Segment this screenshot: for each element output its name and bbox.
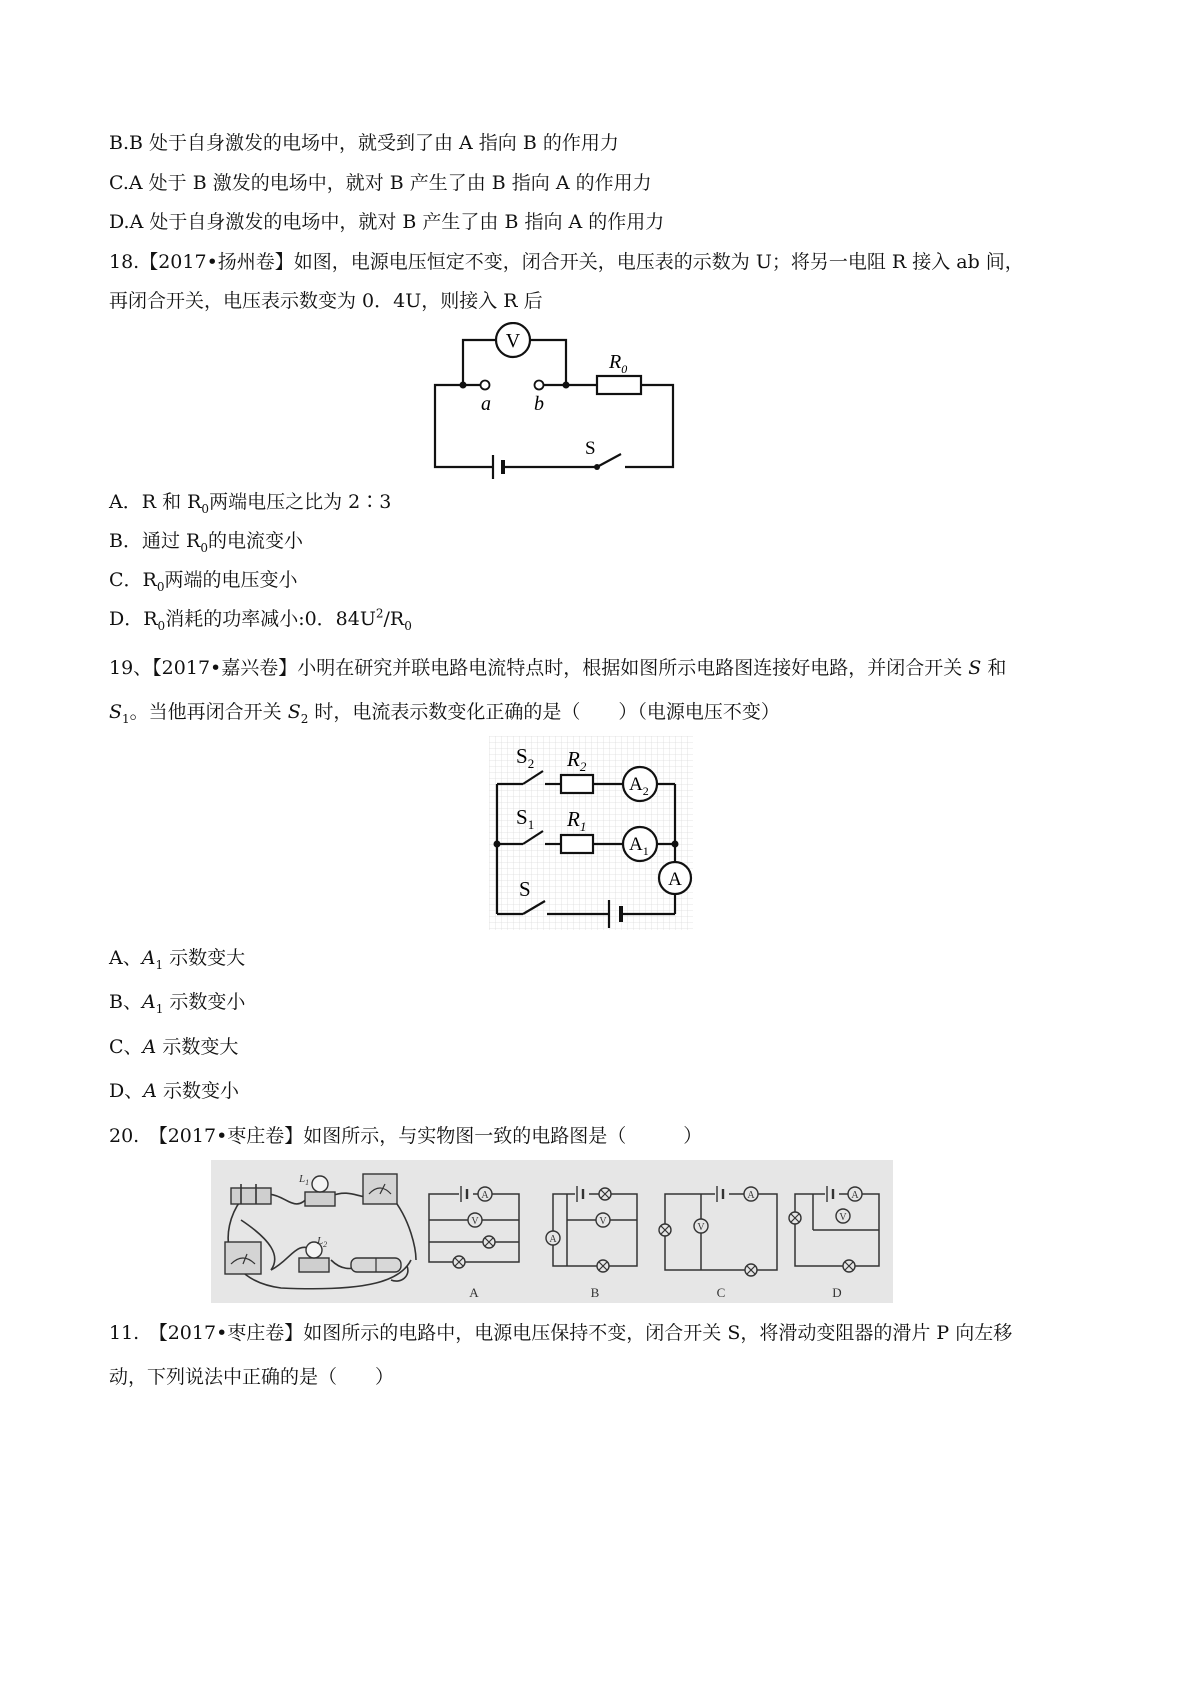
q19-stem-line1: 19、【2017•嘉兴卷】小明在研究并联电路电流特点时，根据如图所示电路图连接好电路，并闭合开关 S 和 <box>109 657 1007 679</box>
voltmeter-label: V <box>505 330 521 352</box>
q18-option-a: A．R 和 $R_0$两端电压之比为 2∶3 <box>109 491 392 516</box>
s1-label: $S_1$ <box>516 805 535 832</box>
option-c-label: C <box>716 1285 726 1300</box>
real-battery-tube <box>351 1258 401 1272</box>
q11-stem-line1: 11. 【2017•枣庄卷】如图所示的电路中，电源电压保持不变，闭合开关 S，将滑动变阻器的滑片 P 向左移 <box>109 1322 1013 1344</box>
resistor-r0 <box>597 376 641 394</box>
svg-text:A: A <box>747 1190 755 1201</box>
a1-label: $A_1$ <box>629 834 649 858</box>
svg-text:V: V <box>697 1222 705 1233</box>
svg-text:V: V <box>599 1216 607 1227</box>
q19-option-d: D、A 示数变小 <box>109 1080 240 1102</box>
q18-option-d: D．$R_0$消耗的功率减小:0．$84U^2/R_0$ <box>109 606 412 633</box>
s2-label: $S_2$ <box>516 744 535 771</box>
q17-option-d: D.A 处于自身激发的电场中，就对 B 产生了由 B 指向 A 的作用力 <box>109 211 665 233</box>
switch-s-label: S <box>585 438 596 459</box>
r2-label: $R_2$ <box>567 747 587 774</box>
terminal-b <box>535 381 544 390</box>
s-label: S <box>519 877 531 901</box>
q18-circuit-diagram <box>425 322 685 482</box>
real-voltmeter <box>225 1242 261 1274</box>
svg-text:A: A <box>851 1190 859 1201</box>
node-b-label: b <box>534 393 544 415</box>
q18-stem-line1: 18.【2017•扬州卷】如图，电源电压恒定不变，闭合开关，电压表的示数为 U；将另一电阻 R 接入 ab 间， <box>109 251 1024 273</box>
option-a-label: A <box>469 1285 479 1300</box>
terminal-a <box>481 381 490 390</box>
svg-text:A: A <box>549 1234 557 1245</box>
real-ammeter <box>363 1174 397 1204</box>
q19-option-b: B、$A_1$ 示数变小 <box>109 991 246 1016</box>
svg-text:L1: $L_1$ <box>299 1173 310 1187</box>
q19-circuit-diagram <box>489 736 693 930</box>
svg-text:V: V <box>471 1216 479 1227</box>
r0-label: $R_0$ <box>609 351 628 376</box>
q18-option-b: B．通过 $R_0$的电流变小 <box>109 530 303 555</box>
node-a-label: a <box>481 393 491 415</box>
q19-option-a: A、$A_1$ 示数变大 <box>109 947 246 972</box>
q19-stem-line2: $S_1$。当他再闭合开关 $S_2$ 时，电流表示数变化正确的是（ ）（电源电压不变） <box>109 701 780 726</box>
svg-text:V: V <box>839 1212 847 1223</box>
q17-option-b: B.B 处于自身激发的电场中，就受到了由 A 指向 B 的作用力 <box>109 132 619 154</box>
q17-option-c: C.A 处于 B 激发的电场中，就对 B 产生了由 B 指向 A 的作用力 <box>109 172 652 194</box>
option-d-label: D <box>832 1285 842 1300</box>
r1-label: $R_1$ <box>567 807 587 834</box>
q20-stem: 20. 【2017•枣庄卷】如图所示，与实物图一致的电路图是（ ） <box>109 1125 703 1147</box>
q11-stem-line2: 动，下列说法中正确的是（ ） <box>109 1366 395 1388</box>
q18-option-c: C．$R_0$两端的电压变小 <box>109 569 298 594</box>
resistor-r1 <box>561 835 593 853</box>
q20-circuit-figure <box>211 1160 893 1303</box>
a-label: A <box>668 869 682 890</box>
resistor-r2 <box>561 775 593 793</box>
a2-label: $A_2$ <box>629 774 649 798</box>
q18-stem-line2: 再闭合开关，电压表示数变为 0．4U，则接入 R 后 <box>109 290 543 312</box>
q19-option-c: C、A 示数变大 <box>109 1036 239 1058</box>
svg-text:A: A <box>481 1190 489 1201</box>
svg-text:L2: $L_2$ <box>317 1235 328 1249</box>
option-b-label: B <box>590 1285 600 1300</box>
